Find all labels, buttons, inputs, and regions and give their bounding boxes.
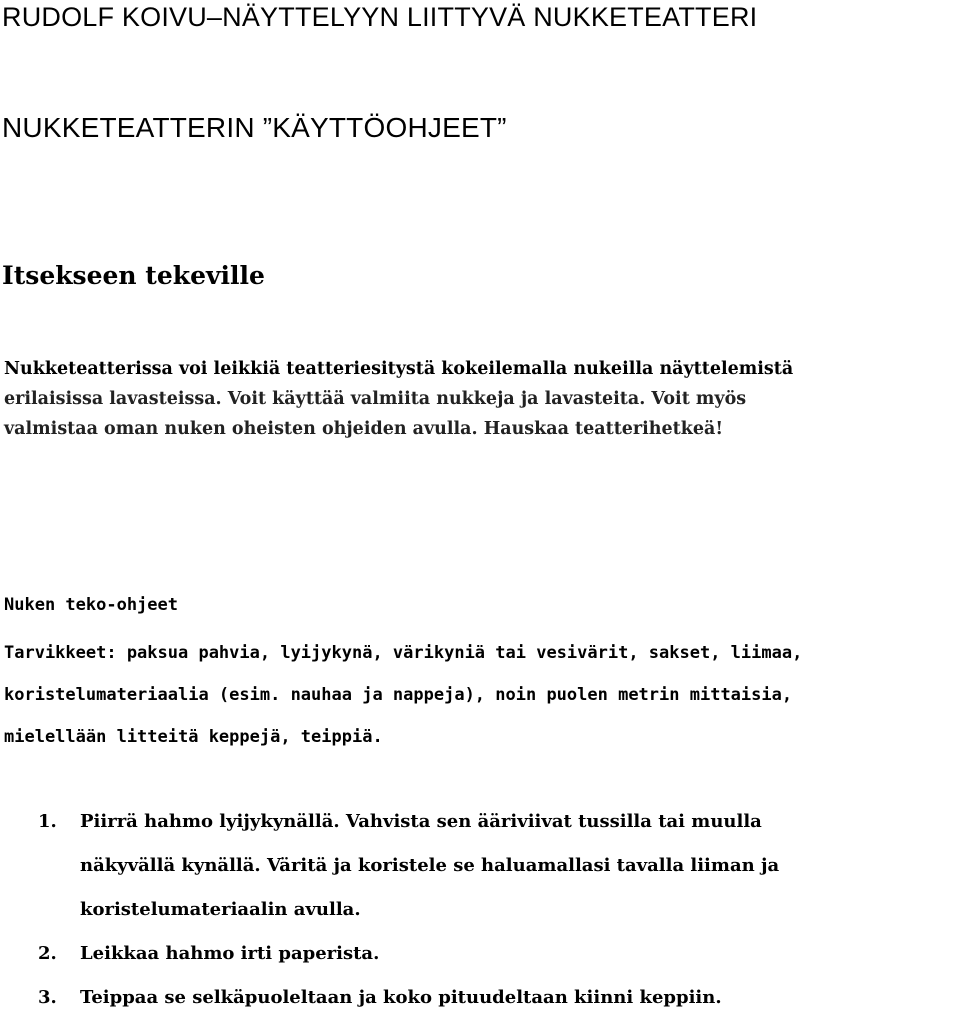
step-number: 1.: [38, 811, 57, 832]
intro-line: erilaisissa lavasteissa. Voit käyttää valmiita nukkeja ja lavasteita. Voit myös: [4, 389, 747, 409]
supplies-line: Tarvikkeet: paksua pahvia, lyijykynä, värikyniä tai vesivärit, sakset, liimaa,: [4, 643, 803, 663]
step-item: [0, 932, 960, 976]
instructions-heading: Nuken teko-ohjeet: [4, 595, 178, 615]
step-number: 2.: [38, 943, 57, 964]
step-line: koristelumateriaalin avulla.: [80, 899, 361, 920]
step-item: [0, 800, 960, 932]
supplies-paragraph: [4, 632, 802, 758]
step-text: [80, 932, 960, 976]
section-title: Itsekseen tekeville: [2, 261, 265, 290]
supplies-line: mielellään litteitä keppejä, teippiä.: [4, 727, 383, 747]
step-line: näkyvällä kynällä. Väritä ja koristele se haluamallasi tavalla liiman ja: [80, 855, 780, 876]
intro-line: Nukketeatterissa voi leikkiä teatteriesitystä kokeilemalla nukeilla näyttelemistä: [4, 359, 794, 379]
step-text: [80, 800, 960, 932]
step-text: [80, 976, 960, 1020]
step-line: Leikkaa hahmo irti paperista.: [80, 943, 380, 964]
steps-list: [0, 800, 960, 1020]
intro-line: valmistaa oman nuken oheisten ohjeiden avulla. Hauskaa teatterihetkeä!: [4, 419, 723, 439]
intro-paragraph: [4, 354, 956, 444]
step-line: Piirrä hahmo lyijykynällä. Vahvista sen ääriviivat tussilla tai muulla: [80, 811, 762, 832]
step-item: [0, 976, 960, 1020]
page-subtitle: NUKKETEATTERIN ”KÄYTTÖOHJEET”: [2, 112, 507, 143]
step-line: Teippaa se selkäpuoleltaan ja koko pituudeltaan kiinni keppiin.: [80, 987, 722, 1008]
step-number: 3.: [38, 987, 57, 1008]
page-title: RUDOLF KOIVU–NÄYTTELYYN LIITTYVÄ NUKKETEATTERI: [2, 2, 758, 32]
supplies-line: koristelumateriaalia (esim. nauhaa ja nappeja), noin puolen metrin mittaisia,: [4, 685, 793, 705]
